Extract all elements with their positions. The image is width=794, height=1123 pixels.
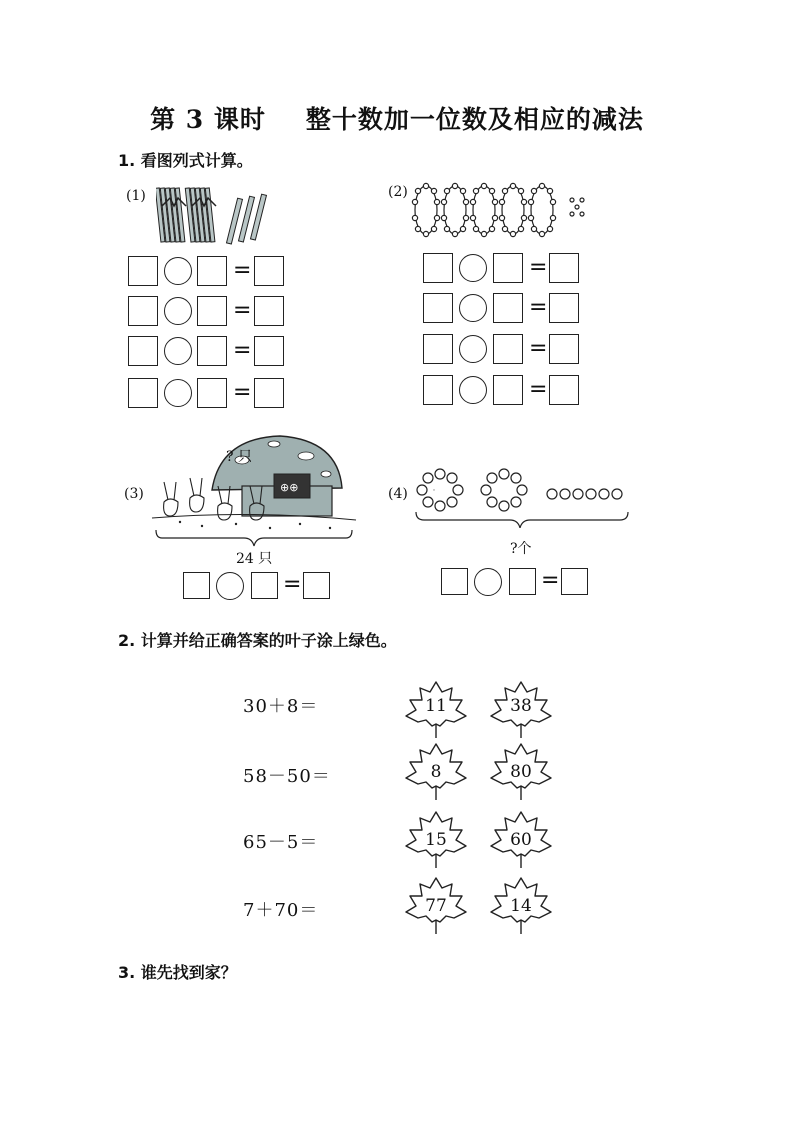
answer-leaf[interactable] <box>489 680 553 736</box>
operator-circle[interactable] <box>459 294 487 322</box>
equals-sign: = <box>529 255 548 280</box>
question-3-heading: 3. 谁先找到家？ <box>118 963 237 982</box>
equals-sign: = <box>541 568 560 593</box>
svg-text:⊕⊕: ⊕⊕ <box>280 481 299 494</box>
leaf-number: 80 <box>510 762 532 782</box>
equals-sign: = <box>529 336 548 361</box>
page-title <box>0 100 794 136</box>
answer-box[interactable] <box>441 568 468 595</box>
circles-groups-illustration <box>412 466 636 528</box>
leaf-number: 8 <box>430 762 442 782</box>
ring-of-ten-circles <box>417 469 463 511</box>
answer-box[interactable] <box>549 253 579 283</box>
ring-of-ten-circles <box>481 469 527 511</box>
operator-circle[interactable] <box>216 572 244 600</box>
expression: 30＋8＝ <box>243 696 319 717</box>
equals-sign: = <box>283 572 302 597</box>
bundle-of-ten <box>156 188 186 242</box>
lesson-number: 第 3 课时 <box>150 105 266 134</box>
answer-box[interactable] <box>423 375 453 405</box>
equals-sign: = <box>233 338 252 363</box>
beads-rings-illustration <box>410 178 600 242</box>
leaf-number: 15 <box>425 830 447 850</box>
operator-circle[interactable] <box>459 335 487 363</box>
operator-circle[interactable] <box>474 568 502 596</box>
answer-box[interactable] <box>509 568 536 595</box>
equals-sign: = <box>233 258 252 283</box>
leaf-number: 77 <box>425 896 447 916</box>
expression: 7＋70＝ <box>243 900 319 921</box>
ring-of-ten <box>412 183 439 236</box>
answer-box[interactable] <box>549 293 579 323</box>
answer-box[interactable] <box>561 568 588 595</box>
answer-box[interactable] <box>493 375 523 405</box>
leaf-number: 60 <box>510 830 532 850</box>
answer-box[interactable] <box>254 336 284 366</box>
operator-circle[interactable] <box>164 257 192 285</box>
part-1-label: (1) <box>126 188 146 204</box>
answer-box[interactable] <box>128 296 158 326</box>
equals-sign: = <box>529 295 548 320</box>
answer-leaf[interactable] <box>489 742 553 798</box>
answer-box[interactable] <box>493 253 523 283</box>
part-4-label: (4) <box>388 486 408 502</box>
equals-sign: = <box>233 298 252 323</box>
answer-box[interactable] <box>423 293 453 323</box>
answer-leaf[interactable] <box>404 876 468 932</box>
unknown-circles-label: ?个 <box>510 541 532 557</box>
equals-sign: = <box>529 377 548 402</box>
operator-circle[interactable] <box>164 297 192 325</box>
operator-circle[interactable] <box>459 376 487 404</box>
operator-circle[interactable] <box>164 337 192 365</box>
answer-box[interactable] <box>254 296 284 326</box>
answer-box[interactable] <box>423 334 453 364</box>
mushroom-house-rabbits-illustration <box>150 430 358 548</box>
leaf-number: 38 <box>510 696 532 716</box>
question-1-heading: 1. 看图列式计算。 <box>118 151 253 170</box>
answer-box[interactable] <box>197 256 227 286</box>
answer-leaf[interactable] <box>404 742 468 798</box>
expression: 58－50＝ <box>243 766 331 787</box>
answer-box[interactable] <box>128 378 158 408</box>
equals-sign: = <box>233 380 252 405</box>
answer-leaf[interactable] <box>404 810 468 866</box>
answer-box[interactable] <box>197 336 227 366</box>
operator-circle[interactable] <box>459 254 487 282</box>
question-2-heading: 2. 计算并给正确答案的叶子涂上绿色。 <box>118 631 397 650</box>
answer-box[interactable] <box>128 256 158 286</box>
answer-box[interactable] <box>128 336 158 366</box>
part-2-label: (2) <box>388 184 408 200</box>
leaf-number: 14 <box>510 896 532 916</box>
answer-box[interactable] <box>183 572 210 599</box>
total-rabbits-label: 24 只 <box>236 551 273 567</box>
answer-box[interactable] <box>254 256 284 286</box>
answer-box[interactable] <box>303 572 330 599</box>
bundle-of-ten <box>185 188 216 242</box>
expression: 65－5＝ <box>243 832 319 853</box>
operator-circle[interactable] <box>164 379 192 407</box>
answer-box[interactable] <box>549 334 579 364</box>
answer-leaf[interactable] <box>489 810 553 866</box>
answer-box[interactable] <box>493 293 523 323</box>
leaf-number: 11 <box>425 696 447 716</box>
answer-box[interactable] <box>549 375 579 405</box>
sticks-bundles-illustration <box>156 184 276 248</box>
answer-leaf[interactable] <box>489 876 553 932</box>
answer-box[interactable] <box>197 296 227 326</box>
unknown-rabbits-label: ? 只 <box>226 449 252 465</box>
answer-box[interactable] <box>493 334 523 364</box>
answer-box[interactable] <box>251 572 278 599</box>
answer-box[interactable] <box>423 253 453 283</box>
lesson-topic: 整十数加一位数及相应的减法 <box>305 105 644 134</box>
answer-leaf[interactable] <box>404 680 468 736</box>
part-3-label: (3) <box>124 486 144 502</box>
answer-box[interactable] <box>197 378 227 408</box>
answer-box[interactable] <box>254 378 284 408</box>
